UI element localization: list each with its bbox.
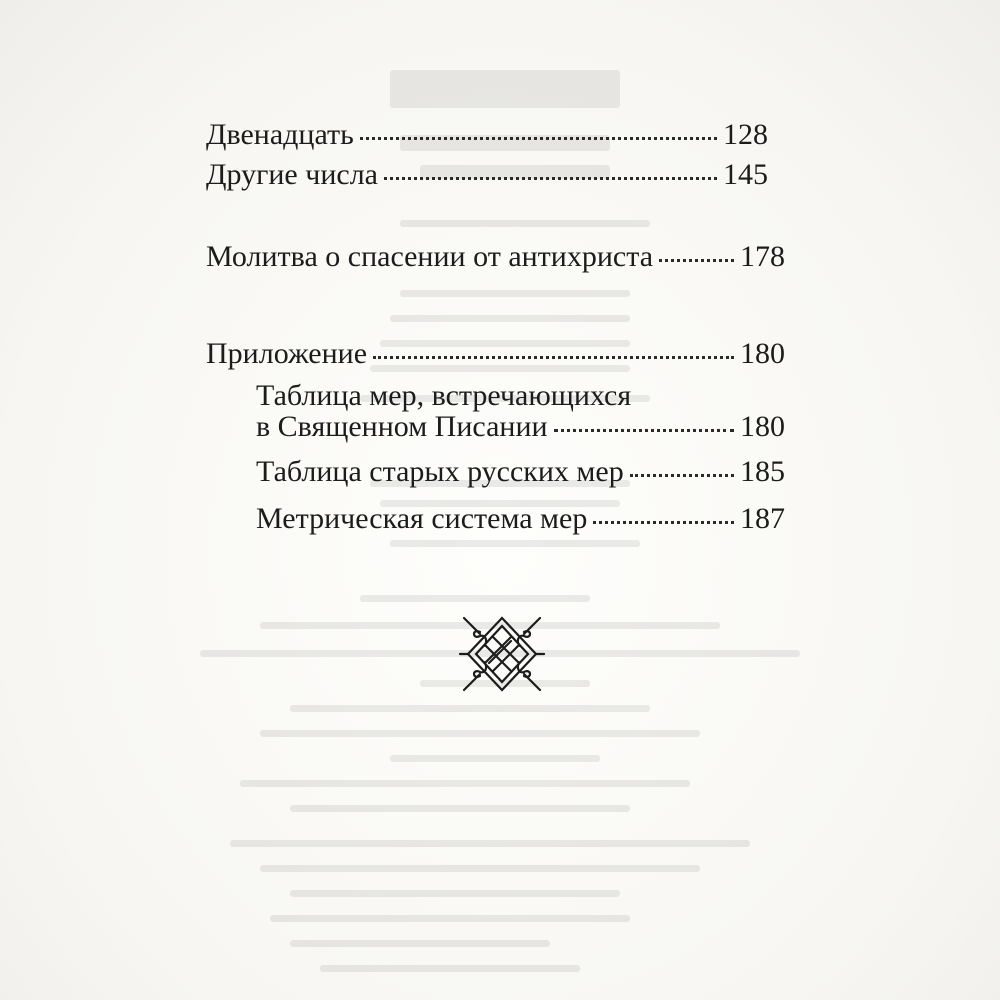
dot-leader <box>630 474 734 477</box>
toc-entry-title: Приложение <box>206 337 368 370</box>
toc-entry-title: Двенадцать <box>206 118 354 151</box>
dot-leader <box>360 137 717 140</box>
toc-entry <box>206 239 785 275</box>
dot-leader <box>384 177 717 180</box>
toc-entry-title: Молитва о спасении от антихриста <box>206 240 654 273</box>
toc-entry-title: Таблица старых русских мер <box>256 455 624 488</box>
toc-entry-title-continued: в Священном Писании <box>256 410 548 443</box>
toc-entry-title: Метрическая система мер <box>256 502 588 535</box>
toc-entry-page: 145 <box>723 158 768 191</box>
toc-entry <box>206 336 785 372</box>
toc-entry <box>206 117 768 153</box>
toc-entry-page: 178 <box>740 240 785 273</box>
dot-leader <box>659 259 734 262</box>
toc-entry-page: 187 <box>740 502 785 535</box>
dot-leader <box>554 429 734 432</box>
toc-entry-page: 180 <box>740 410 785 443</box>
toc-entry <box>206 157 768 193</box>
toc-entry <box>256 454 785 490</box>
toc-entry <box>256 501 785 537</box>
dot-leader <box>593 521 734 524</box>
toc-entry <box>256 409 785 445</box>
toc-entry-title: Таблица мер, встречающихся <box>256 379 632 412</box>
toc-entry-page: 180 <box>740 337 785 370</box>
toc-entry-page: 185 <box>740 455 785 488</box>
celtic-knot-ornament-icon <box>454 606 550 702</box>
toc-entry-page: 128 <box>723 118 768 151</box>
dot-leader <box>373 356 734 359</box>
toc-entry-title: Другие числа <box>206 158 378 191</box>
